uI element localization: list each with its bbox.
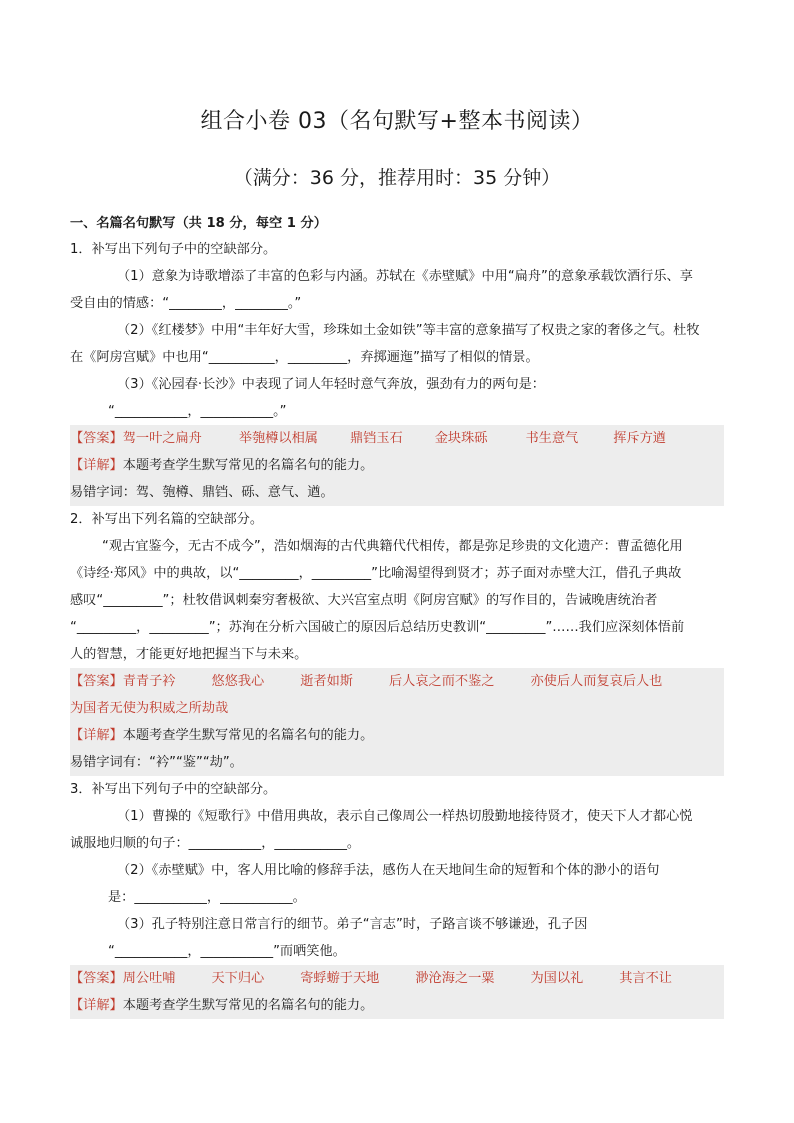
answer-item: 亦使后人而复哀后人也 xyxy=(530,674,663,689)
answer-item: 金块珠砾 xyxy=(434,431,488,446)
answer-item: 其言不让 xyxy=(619,971,672,986)
answer-item: 周公吐哺 xyxy=(122,971,176,986)
answer-item: 鼎铛玉石 xyxy=(350,431,403,446)
question-1-errors: 易错字词：驾、匏樽、鼎铛、砾、意气、遒。 xyxy=(70,479,724,506)
question-2-answer-cont xyxy=(70,695,724,722)
question-1-part2-line1: （2）《红楼梦》中用“丰年好大雪，珍珠如土金如铁”等丰富的意象描写了权贵之家的奢侈之气。杜牧 xyxy=(117,323,700,338)
detail-text: 本题考查学生默写常见的名篇名句的能力。 xyxy=(122,458,374,473)
question-2-line1: “观古宜鉴今，无古不成今”，浩如烟海的古代典籍代代相传，都是弥足珍贵的文化遗产：曹孟德化用 xyxy=(102,539,683,554)
section-heading: 一、名篇名句默写（共 18 分，每空 1 分） xyxy=(70,216,327,231)
question-2-errors: 易错字词有：“衿”“鉴”“劫”。 xyxy=(70,749,724,776)
answer-item: 青青子衿 xyxy=(122,674,176,689)
question-3-part3-line2: “___________，___________”而哂笑他。 xyxy=(108,944,346,959)
question-1-stem: 1．补写出下列句子中的空缺部分。 xyxy=(70,242,277,257)
document-content xyxy=(70,211,724,1019)
answer-item: 后人哀之而不鉴之 xyxy=(389,674,495,689)
question-3-part2-line2: 是：___________，___________。 xyxy=(108,890,306,905)
question-3-answer xyxy=(70,965,724,992)
answer-item: 寄蜉蝣于天地 xyxy=(300,971,380,986)
question-3-part1-line2: 诚服地归顺的句子：___________，___________。 xyxy=(70,836,361,851)
question-2-line5: 人的智慧，才能更好地把握当下与未来。 xyxy=(70,647,308,662)
detail-text: 本题考查学生默写常见的名篇名句的能力。 xyxy=(122,728,374,743)
question-1-part2-line2: 在《阿房宫赋》中也用“__________，_________，弃掷逦迤”描写了相似的情景。 xyxy=(70,350,539,365)
question-1-part1-line2: 受自由的情感：“________，________。” xyxy=(70,296,302,311)
answer-item: 挥斥方遒 xyxy=(613,431,666,446)
answer-item: 为国以礼 xyxy=(530,971,584,986)
answer-item: 渺沧海之一粟 xyxy=(415,971,495,986)
question-2-line3: 感叹“_________”；杜牧借讽刺秦穷奢极欲、大兴宫室点明《阿房宫赋》的写作目的，告诫晚唐统治者 xyxy=(70,593,658,608)
question-3-part3-line1: （3）孔子特别注意日常言行的细节。弟子“言志”时，子路言谈不够谦逊，孔子因 xyxy=(117,917,588,932)
question-3-detail xyxy=(70,992,724,1019)
detail-tag: 【详解】 xyxy=(70,998,123,1013)
answer-tag: 【答案】 xyxy=(70,674,123,689)
detail-tag: 【详解】 xyxy=(70,728,123,743)
answer-tag: 【答案】 xyxy=(70,431,123,446)
answer-item: 逝者如斯 xyxy=(300,674,353,689)
question-3-part1-line1: （1）曹操的《短歌行》中借用典故，表示自己像周公一样热切殷勤地接待贤才，使天下人才都心悦 xyxy=(117,809,693,824)
page-subtitle: （满分：36 分，推荐用时：35 分钟） xyxy=(233,167,561,189)
question-3-stem: 3．补写出下列句子中的空缺部分。 xyxy=(70,782,277,797)
question-1-detail xyxy=(70,452,724,479)
answer-item: 天下归心 xyxy=(211,971,265,986)
question-1-part3-line1: （3）《沁园春·长沙》中表现了词人年轻时意气奔放，强劲有力的两句是： xyxy=(117,377,545,392)
question-1-part1-line1: （1）意象为诗歌增添了丰富的色彩与内涵。苏轼在《赤壁赋》中用“扁舟”的意象承载饮酒行乐、享 xyxy=(117,269,693,284)
question-2-line2: 《诗经·郑风》中的典故，以“_________，_________”比喻渴望得到贤才；苏子面对赤壁大江，借孔子典故 xyxy=(70,566,682,581)
answer-item: 书生意气 xyxy=(525,431,579,446)
answer-item: 举匏樽以相属 xyxy=(238,431,318,446)
question-2-stem: 2．补写出下列名篇的空缺部分。 xyxy=(70,512,264,527)
question-2-detail xyxy=(70,722,724,749)
detail-text: 本题考查学生默写常见的名篇名句的能力。 xyxy=(122,998,374,1013)
question-2-line4: “_________，_________”；苏洵在分析六国破亡的原因后总结历史教训“_________”……我们应深刻体悟前 xyxy=(70,620,685,635)
answer-item: 驾一叶之扁舟 xyxy=(122,431,202,446)
question-1-answer xyxy=(70,425,724,452)
answer-item: 悠悠我心 xyxy=(211,674,265,689)
page-title: 组合小卷 03（名句默写+整本书阅读） xyxy=(200,109,594,134)
answer-tag: 【答案】 xyxy=(70,971,123,986)
detail-tag: 【详解】 xyxy=(70,458,123,473)
question-1-part3-line2: “___________，___________。” xyxy=(108,404,287,419)
question-2-answer xyxy=(70,668,724,695)
question-3-part2-line1: （2）《赤壁赋》中，客人用比喻的修辞手法，感伤人在天地间生命的短暂和个体的渺小的语句 xyxy=(117,863,660,878)
answer-item: 为国者无使为积威之所劫哉 xyxy=(70,701,229,716)
